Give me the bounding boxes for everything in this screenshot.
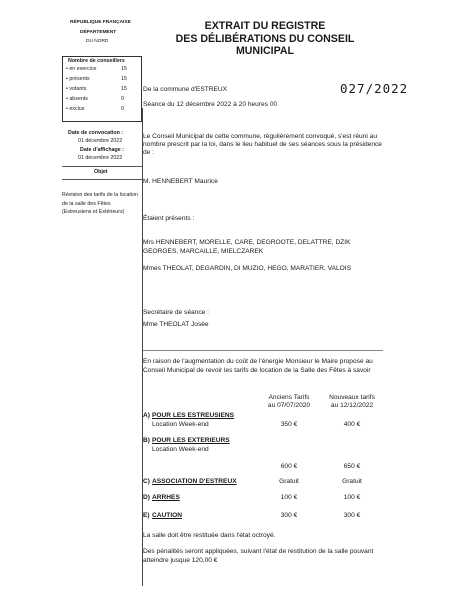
departement-label: DÉPARTEMENT — [80, 30, 117, 35]
tarif-old-value: 350 € — [280, 421, 298, 428]
divider — [62, 166, 142, 167]
conseillers-row-value: 0 — [121, 106, 124, 112]
tarif-new-value: Gratuit — [342, 478, 362, 485]
col-new-line: au 12/12/2022 — [330, 402, 374, 409]
tarif-row-sub: Location Week-end — [152, 446, 209, 453]
footer-line-1: La salle doit être restituée dans l'état octroyé. — [143, 532, 276, 539]
affichage-label: Date d'affichage : — [80, 147, 124, 153]
departement-name: DU NORD — [86, 39, 109, 44]
tarif-row-label: POUR LES ESTREUSIENS — [152, 412, 235, 419]
secretaire-name: Mme THEOLAT Josée — [143, 321, 209, 328]
tarif-row-letter: D) — [143, 494, 150, 501]
tarif-row-label: CAUTION — [152, 512, 183, 519]
conseillers-row-label: • absents — [66, 96, 88, 102]
document-title — [160, 20, 370, 58]
conseillers-heading: Nombre de conseillers — [68, 58, 125, 64]
presents-label: Étaient présents : — [143, 215, 195, 222]
tarif-row-label: ASSOCIATION D'ESTREUX — [152, 478, 237, 485]
tarif-row-letter: C) — [143, 478, 150, 485]
conseillers-row-label: • présents — [66, 76, 90, 82]
commune-line: De la commune d'ESTREUX — [143, 86, 228, 93]
tarif-old-value: 600 € — [280, 463, 298, 470]
tarif-row-label: POUR LES EXTERIEURS — [152, 437, 230, 444]
footer-line-2: Des pénalités seront appliquées, suivant l'état de restitution de la salle pouvant atteindre jusque 120,00 € — [143, 548, 374, 564]
tarif-new-value: 100 € — [343, 494, 361, 501]
tarif-new-value: 300 € — [343, 512, 361, 519]
tarif-row-letter: A) — [143, 412, 150, 419]
divider — [143, 350, 383, 351]
president-name: M. HENNEBERT Maurice — [143, 178, 218, 185]
col-new-line: Nouveaux tarifs — [329, 394, 375, 401]
title-line-2: DES DÉLIBÉRATIONS DU CONSEIL — [175, 32, 355, 45]
col-old-line: au 07/07/2020 — [267, 402, 311, 409]
conseillers-row-label: • exclus — [66, 106, 85, 112]
conseillers-row-label: • votants — [66, 86, 87, 92]
intro-paragraph: Le Conseil Municipal de cette commune, régulièrement convoqué, s'est réuni au nombre prescrit par la loi, dans le lieu habituel de ses séances sous la présidence de : — [143, 133, 382, 157]
seance-line: Séance du 12 décembre 2022 à 20 heures 00 — [143, 101, 278, 108]
divider — [62, 179, 142, 180]
convocation-label: Date de convocation : — [68, 130, 124, 136]
presents-men: Mrs HENNEBERT, MORELLE, CARE, DEGROOTE, DELATTRE, DZIK GEORGES, MARCAILLE, MIELCZAREK — [143, 239, 351, 255]
conseillers-row-value: 15 — [121, 76, 127, 82]
tarif-old-value: 300 € — [280, 512, 298, 519]
raison-paragraph: En raison de l'augmentation du coût de l'énergie Monsieur le Maire propose au Conseil Municipal de revoir les tarifs de location de la Salle des Fêtes à savoir — [143, 358, 373, 374]
secretaire-label: Secrétaire de séance : — [143, 309, 209, 316]
tarif-old-value: 100 € — [280, 494, 298, 501]
presents-women: Mmes THEOLAT, DEGARDIN, DI MUZIO, HEGO, MARATIER, VALOIS — [143, 265, 351, 272]
tarif-row-sub: Location Week-end — [152, 421, 209, 428]
conseillers-row-value: 15 — [121, 86, 127, 92]
col-old-line: Anciens Tarifs — [268, 394, 310, 401]
col-anciens-tarifs — [258, 394, 320, 410]
tarif-old-value: Gratuit — [279, 478, 299, 485]
col-nouveaux-tarifs — [320, 394, 384, 410]
tarif-new-value: 650 € — [343, 463, 361, 470]
republique-label: RÉPUBLIQUE FRANÇAISE — [70, 20, 131, 25]
conseillers-row-value: 0 — [121, 96, 124, 102]
objet-label: Objet — [94, 169, 108, 175]
objet-text: Révision des tarifs de la location de la salle des Fêtes (Estreusiens et Extérieurs) — [62, 192, 138, 216]
tarif-row-letter: B) — [143, 437, 150, 444]
conseillers-row-value: 15 — [121, 66, 127, 72]
left-margin-panel — [0, 0, 142, 600]
registre-number: 027/2022 — [340, 81, 409, 96]
title-line-1: EXTRAIT DU REGISTRE — [204, 20, 326, 32]
affichage-value: 01 décembre 2022 — [78, 155, 123, 161]
tarif-row-label: ARRHES — [152, 494, 180, 501]
tarif-row-letter: E) — [143, 512, 150, 519]
tarif-new-value: 400 € — [343, 421, 361, 428]
convocation-value: 01 décembre 2022 — [78, 138, 123, 144]
title-line-3: MUNICIPAL — [235, 45, 295, 57]
conseillers-row-label: • en exercice — [66, 66, 97, 72]
